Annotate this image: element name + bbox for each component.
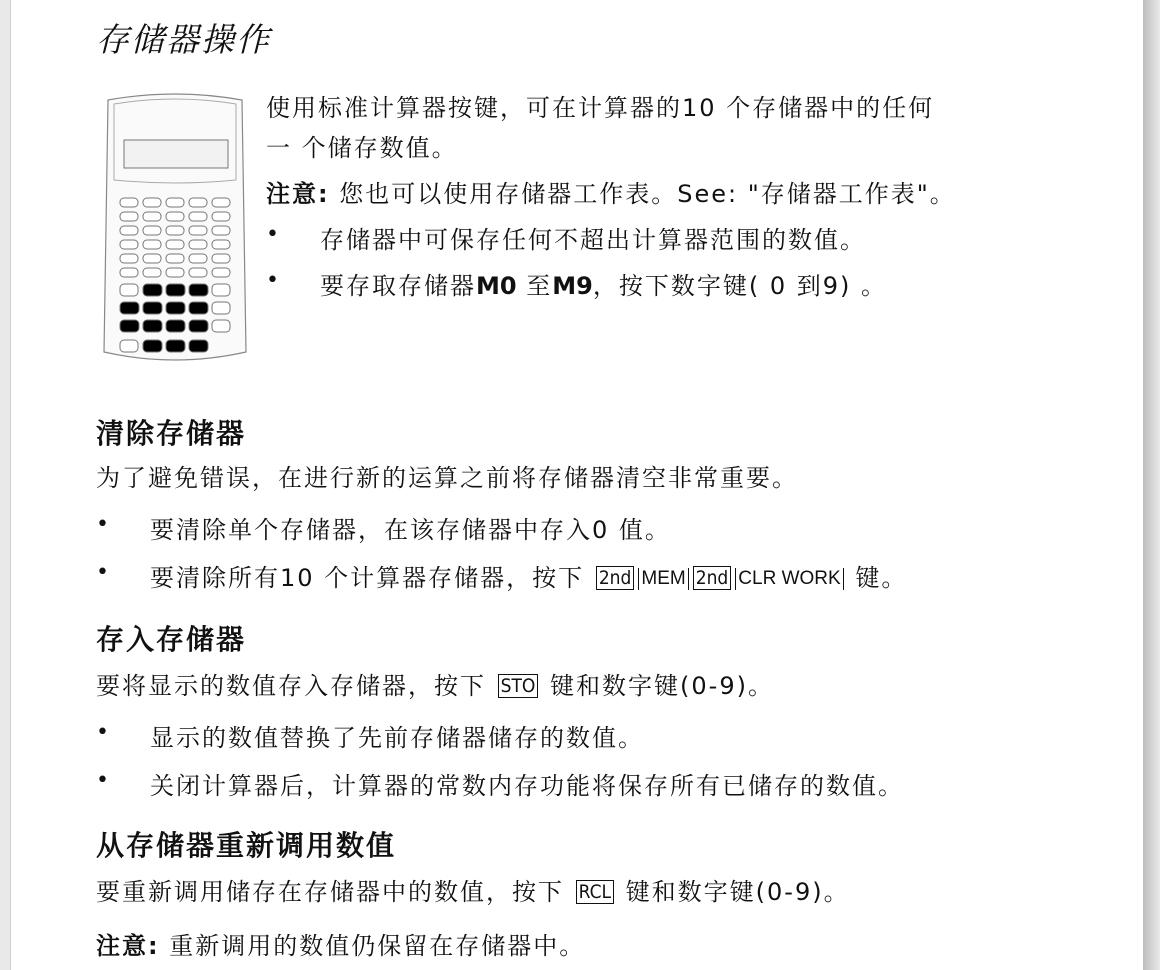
calculator-key	[189, 198, 207, 207]
calculator-key	[120, 240, 138, 249]
recall-text	[96, 872, 850, 907]
recall-text-a: 要重新调用储存在存储器中的数值，按下	[96, 878, 564, 906]
intro-line-2: 一 个储存数值。	[266, 134, 458, 162]
intro-bullet-1: 存储器中可保存任何不超出计算器范围的数值。	[320, 226, 866, 254]
calculator-key	[166, 340, 185, 352]
calculator-key	[212, 284, 230, 296]
calculator-key	[189, 340, 208, 352]
intro-line-1: 使用标准计算器按键，可在计算器的10 个存储器中的任何	[266, 94, 935, 122]
page-title: 存储器操作	[96, 20, 271, 59]
calculator-key	[143, 340, 162, 352]
calculator-key	[120, 320, 139, 332]
calculator-key	[120, 284, 138, 296]
calculator-key	[189, 226, 207, 235]
clear-bullet-2	[150, 558, 907, 593]
calculator-key	[189, 254, 207, 263]
key-rcl: RCL	[576, 880, 614, 904]
bullet-marker: •	[96, 560, 109, 585]
calculator-key	[120, 198, 138, 207]
calculator-key	[143, 302, 162, 314]
calculator-key	[143, 198, 161, 207]
calculator-key	[189, 212, 207, 221]
calculator-key	[212, 302, 230, 314]
calculator-key	[143, 226, 161, 235]
bullet-marker: •	[96, 720, 109, 745]
section-heading-store: 存入存储器	[96, 623, 247, 656]
calculator-illustration	[100, 90, 250, 366]
calculator-key	[212, 198, 230, 207]
calculator-key	[212, 320, 230, 332]
clear-text: 为了避免错误，在进行新的运算之前将存储器清空非常重要。	[96, 464, 798, 492]
recall-note	[96, 926, 585, 961]
store-text-b: 键和数字键(0-9)。	[550, 672, 774, 700]
calculator-key	[143, 254, 161, 263]
store-text-a: 要将显示的数值存入存储器，按下	[96, 672, 486, 700]
note-text: 重新调用的数值仍保留在存储器中。	[159, 932, 586, 960]
calculator-key	[212, 254, 230, 263]
calculator-key	[212, 268, 230, 277]
calculator-key	[143, 212, 161, 221]
calculator-key	[120, 254, 138, 263]
recall-text-b: 键和数字键(0-9)。	[625, 878, 850, 906]
note-text: 您也可以使用存储器工作表。See: "存储器工作表"。	[329, 180, 956, 208]
calculator-key	[120, 226, 138, 235]
section-heading-clear: 清除存储器	[96, 417, 247, 450]
note-label: 注意:	[266, 180, 330, 208]
bullet2-text-b: 至	[516, 272, 553, 300]
clear-bullet2-text-a: 要清除所有10 个计算器存储器，按下	[150, 564, 585, 592]
memory-m9: M9	[552, 272, 593, 300]
calculator-key	[143, 268, 161, 277]
calculator-key	[143, 284, 162, 296]
calculator-key	[189, 302, 208, 314]
calculator-key	[166, 240, 184, 249]
calculator-key	[189, 240, 207, 249]
bullet-marker: •	[266, 268, 279, 293]
clear-bullet-1: 要清除单个存储器，在该存储器中存入0 值。	[150, 516, 671, 544]
bullet-marker: •	[266, 222, 279, 247]
calculator-key	[120, 212, 138, 221]
key-clr-work: CLR WORK	[735, 568, 843, 590]
key-sto: STO	[498, 674, 539, 698]
intro-note	[266, 174, 956, 209]
intro-bullet-2	[320, 266, 887, 301]
bullet2-text-a: 要存取存储器	[320, 272, 476, 300]
store-text	[96, 666, 774, 701]
key-mem: MEM	[638, 568, 688, 590]
calculator-key	[120, 302, 139, 314]
calculator-key	[120, 340, 138, 352]
page-shadow	[1143, 0, 1160, 970]
memory-m0: M0	[476, 272, 517, 300]
bullet-marker: •	[96, 512, 109, 537]
store-bullet-1: 显示的数值替换了先前存储器储存的数值。	[150, 724, 644, 752]
calculator-key	[189, 268, 207, 277]
calculator-key	[189, 284, 208, 296]
calculator-key	[166, 226, 184, 235]
calculator-key	[143, 240, 161, 249]
bullet-marker: •	[96, 768, 109, 793]
calculator-key	[120, 268, 138, 277]
calculator-key	[166, 320, 185, 332]
note-label: 注意:	[96, 932, 160, 960]
calculator-key	[166, 268, 184, 277]
intro-paragraph	[266, 88, 1026, 168]
key-2nd: 2nd	[596, 566, 635, 590]
calculator-key	[212, 226, 230, 235]
calculator-key	[212, 212, 230, 221]
key-2nd: 2nd	[693, 566, 732, 590]
calculator-key	[166, 254, 184, 263]
calculator-key	[212, 240, 230, 249]
calculator-key	[166, 198, 184, 207]
calculator-key	[166, 302, 185, 314]
calculator-key	[189, 320, 208, 332]
calculator-key	[143, 320, 162, 332]
store-bullet-2: 关闭计算器后，计算器的常数内存功能将保存所有已储存的数值。	[150, 772, 904, 800]
calculator-key	[166, 212, 184, 221]
bullet2-text-c: ，按下数字键( 0 到9) 。	[592, 272, 887, 300]
clear-bullet2-text-b: 键。	[855, 564, 908, 592]
calculator-key	[166, 284, 185, 296]
section-heading-recall: 从存储器重新调用数值	[96, 829, 397, 862]
